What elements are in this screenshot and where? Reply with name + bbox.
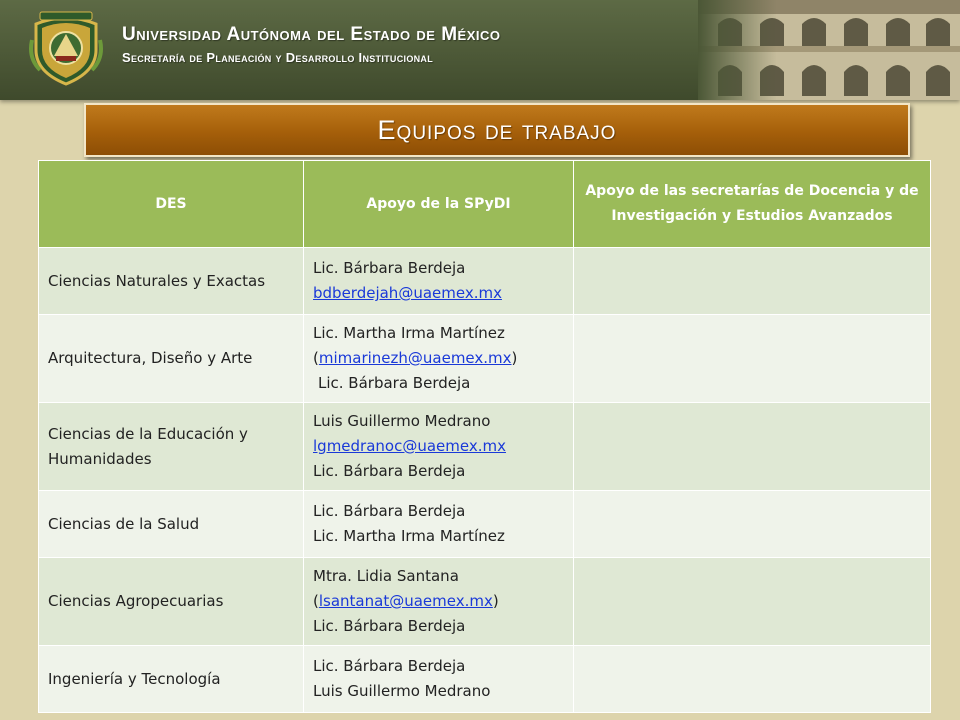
university-name: Universidad Autónoma del Estado de México [122,24,501,45]
support-name: Lic. Bárbara Berdeja [313,462,466,480]
office-name: Secretaría de Planeación y Desarrollo Institucional [122,50,434,65]
table-row [39,315,931,403]
close-paren: ) [511,349,518,367]
header-banner [0,0,960,100]
work-teams-table [38,160,931,713]
support-name: Lic. Bárbara Berdeja [313,657,466,675]
close-paren: ) [492,592,499,610]
table-row [39,646,931,713]
support-name: Lic. Bárbara Berdeja [313,617,466,635]
email-link[interactable]: lgmedranoc@uaemex.mx [313,437,506,455]
des-cell: Arquitectura, Diseño y Arte [39,315,304,403]
header-des: DES [39,161,304,248]
spydi-support-cell [304,403,574,491]
support-name: Lic. Bárbara Berdeja [313,259,466,277]
des-cell: Ciencias de la Salud [39,491,304,558]
open-paren: ( [313,592,319,610]
des-cell: Ciencias Agropecuarias [39,558,304,646]
support-email-line [313,434,564,459]
support-email-line [313,346,564,371]
des-cell: Ciencias Naturales y Exactas [39,248,304,315]
email-link[interactable]: mimarinezh@uaemex.mx [318,349,512,367]
spydi-support-cell [304,315,574,403]
support-name: Lic. Martha Irma Martínez [313,527,505,545]
header-secretarias-support: Apoyo de las secretarías de Docencia y de Investigación y Estudios Avanzados [574,161,931,248]
secretarias-support-cell [574,491,931,558]
table-row [39,558,931,646]
support-name: Mtra. Lidia Santana [313,567,459,585]
des-cell: Ciencias de la Educación y Humanidades [39,403,304,491]
table-row [39,403,931,491]
secretarias-support-cell [574,315,931,403]
slide-title-bar [84,103,910,157]
spydi-support-cell [304,558,574,646]
support-name: Luis Guillermo Medrano [313,682,491,700]
spydi-support-cell [304,646,574,713]
des-cell: Ingeniería y Tecnología [39,646,304,713]
email-link[interactable]: lsantanat@uaemex.mx [318,592,493,610]
email-link[interactable]: bdberdejah@uaemex.mx [313,284,502,302]
secretarias-support-cell [574,248,931,315]
header-spydi-support: Apoyo de la SPyDI [304,161,574,248]
support-name: Lic. Martha Irma Martínez [313,324,505,342]
support-email-line [313,589,564,614]
table-row [39,491,931,558]
secretarias-support-cell [574,403,931,491]
support-name: Lic. Bárbara Berdeja [318,374,471,392]
open-paren: ( [313,349,319,367]
secretarias-support-cell [574,646,931,713]
building-arcade-image [698,0,960,100]
university-crest-icon [26,10,106,86]
slide-title: Equipos de trabajo [377,114,617,145]
support-name: Lic. Bárbara Berdeja [313,502,466,520]
secretarias-support-cell [574,558,931,646]
spydi-support-cell [304,248,574,315]
support-email-line [313,281,564,306]
spydi-support-cell [304,491,574,558]
table-row [39,248,931,315]
table-header-row [39,161,931,248]
support-name: Luis Guillermo Medrano [313,412,491,430]
